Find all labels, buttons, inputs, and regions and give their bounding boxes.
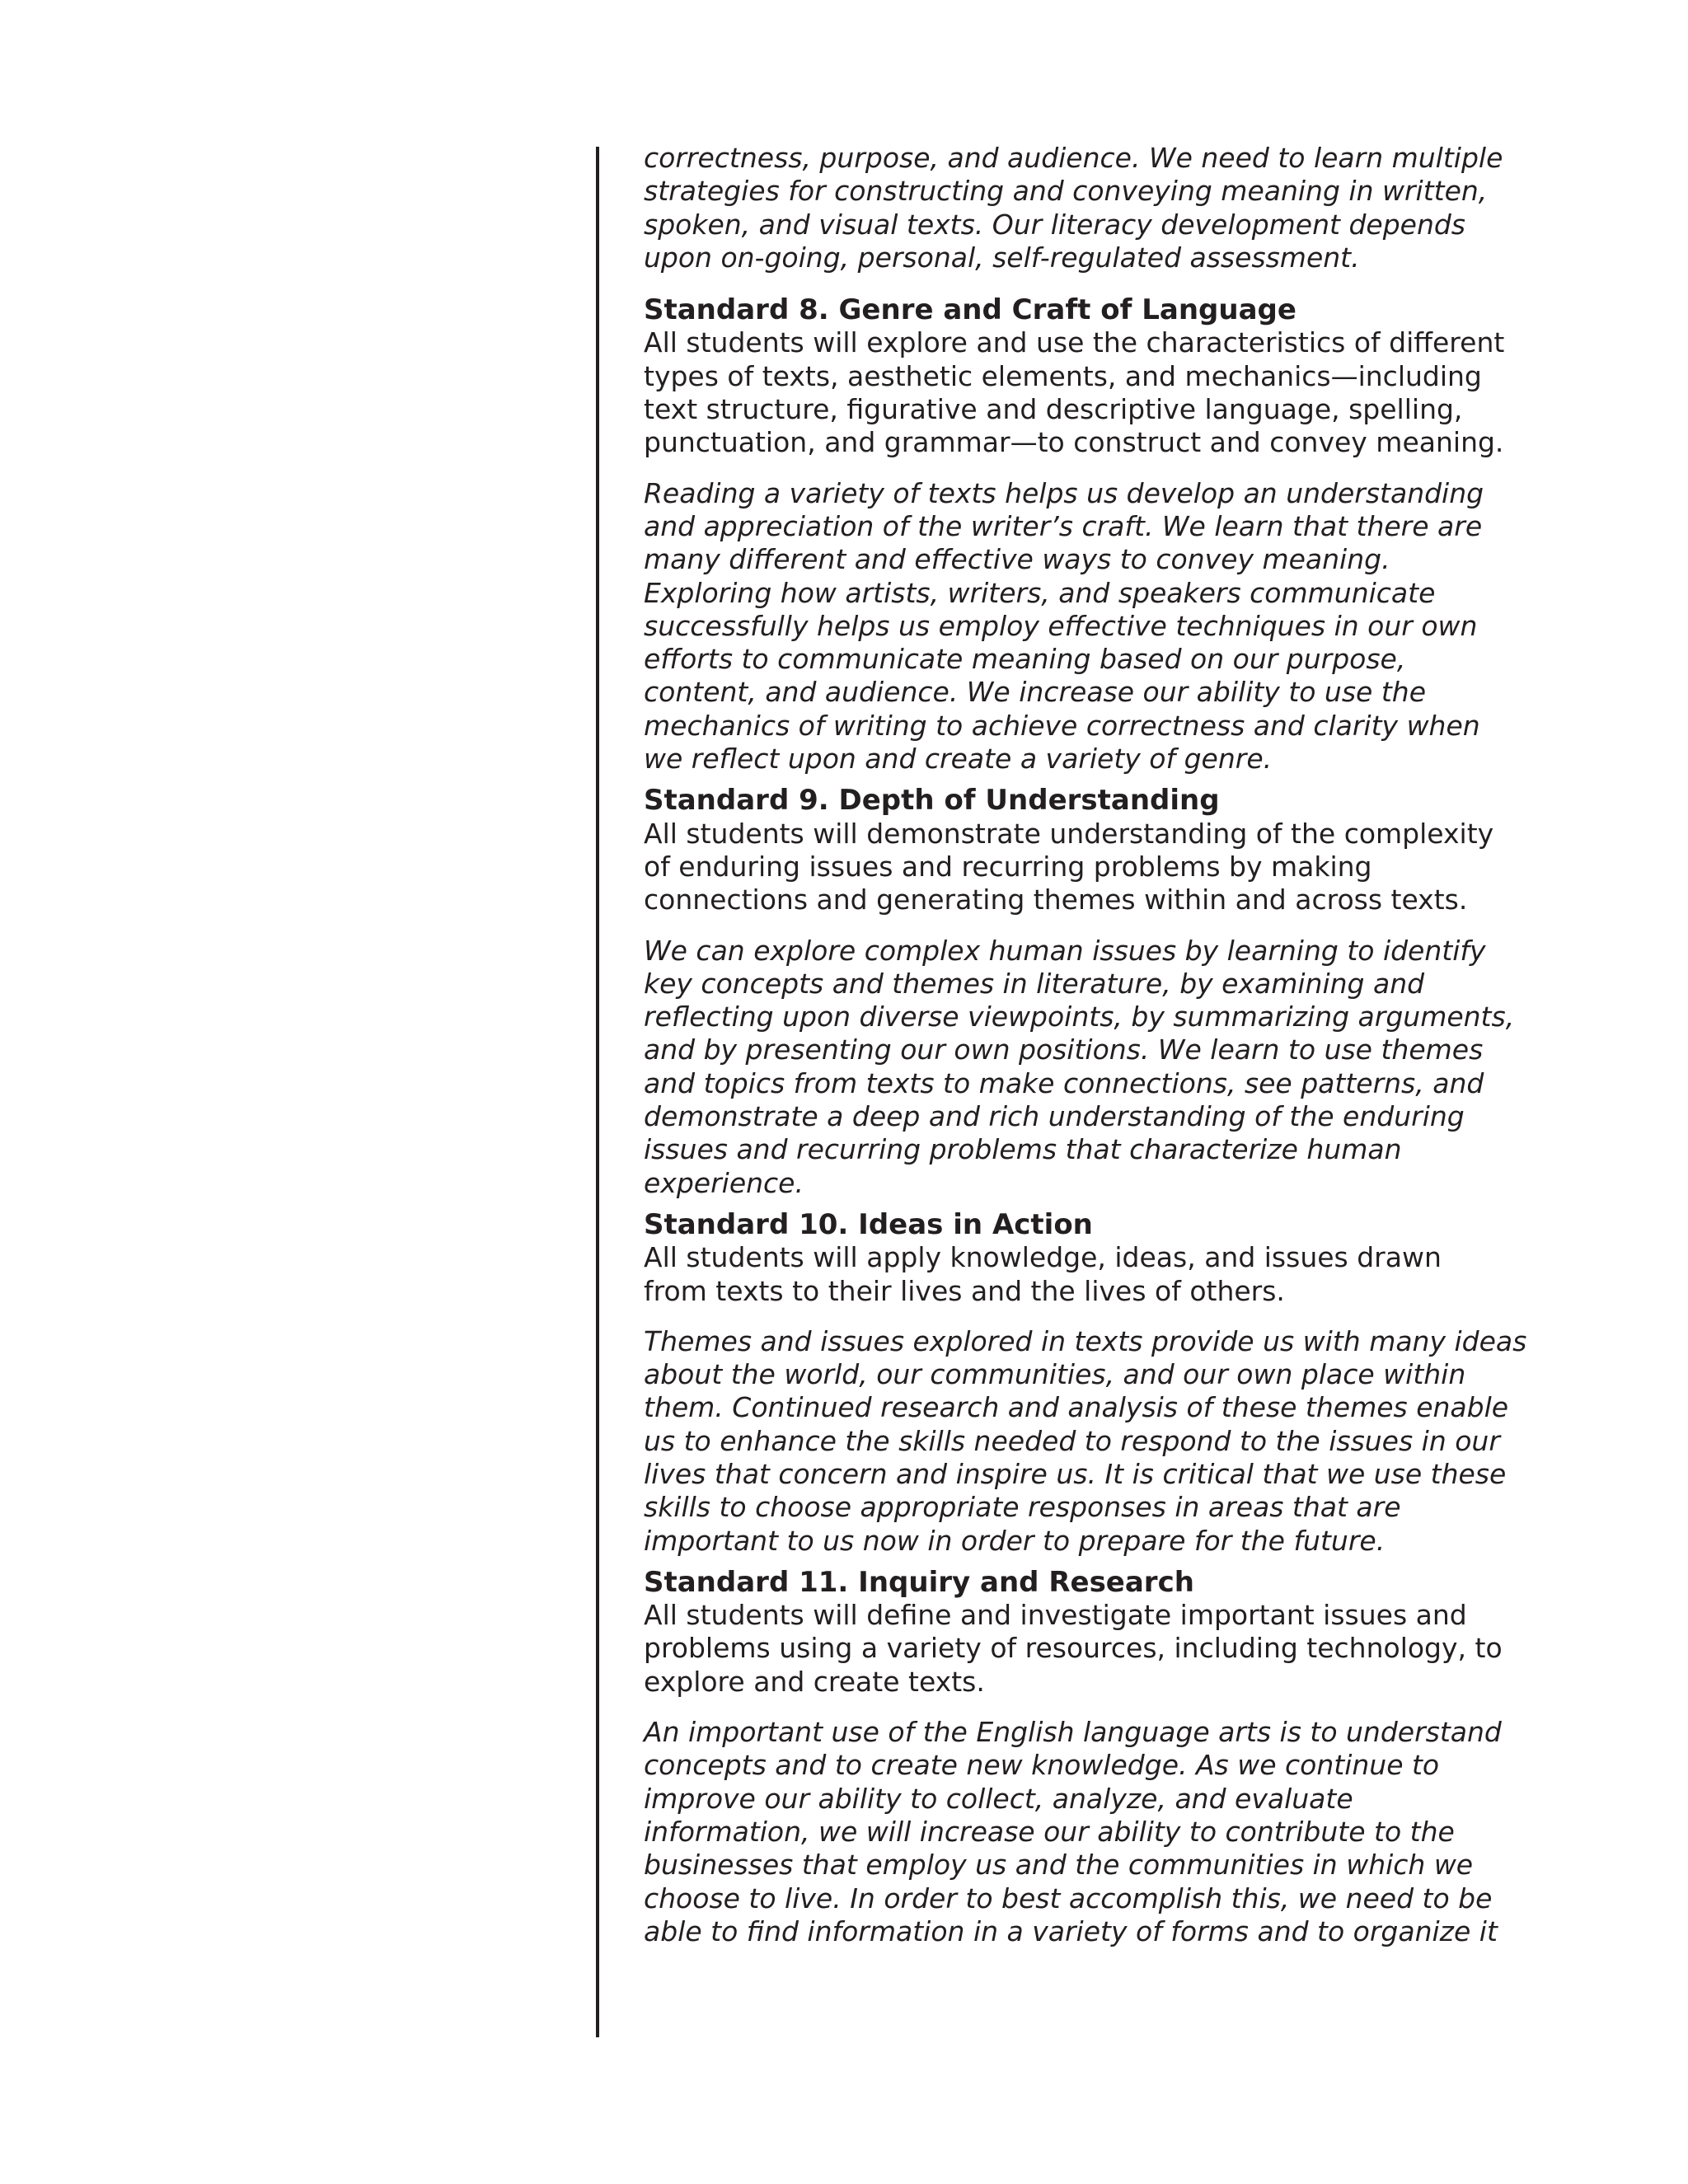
explanation-line: concepts and to create new knowledge. As we continue to <box>644 1749 1440 1782</box>
explanation-line: skills to choose appropriate responses in areas that are <box>644 1491 1401 1524</box>
explanation-line: businesses that employ us and the communities in which we <box>644 1849 1474 1882</box>
intro-paragraph <box>644 142 1550 274</box>
text-line: correctness, purpose, and audience. We need to learn multiple <box>644 142 1503 174</box>
standard-heading: Standard 11. Inquiry and Research <box>644 1565 1194 1599</box>
standard-heading: Standard 8. Genre and Craft of Language <box>644 293 1296 327</box>
text-line: upon on-going, personal, self-regulated assessment. <box>644 241 1360 274</box>
explanation-line: about the world, our communities, and our own place within <box>644 1358 1466 1391</box>
standard-heading: Standard 9. Depth of Understanding <box>644 784 1220 818</box>
explanation-line: we reflect upon and create a variety of genre. <box>644 743 1273 776</box>
statement-line: connections and generating themes within and across texts. <box>644 883 1468 916</box>
statement-line: text structure, figurative and descriptive language, spelling, <box>644 393 1463 426</box>
explanation-line: demonstrate a deep and rich understanding of the enduring <box>644 1100 1465 1133</box>
statement-line: problems using a variety of resources, including technology, to <box>644 1632 1503 1665</box>
explanation-line: information, we will increase our ability to contribute to the <box>644 1815 1455 1848</box>
explanation-line: and by presenting our own positions. We learn to use themes <box>644 1033 1484 1066</box>
standard-heading: Standard 10. Ideas in Action <box>644 1207 1093 1241</box>
statement-line: explore and create texts. <box>644 1665 985 1698</box>
explanation-line: reflecting upon diverse viewpoints, by summarizing arguments, <box>644 1001 1515 1033</box>
standard-8-section <box>644 293 1550 776</box>
explanation-line: many different and effective ways to convey meaning. <box>644 543 1390 576</box>
statement-line: of enduring issues and recurring problems by making <box>644 850 1372 883</box>
explanation-line: content, and audience. We increase our ability to use the <box>644 676 1426 709</box>
explanation-line: An important use of the English language arts is to understand <box>644 1716 1502 1749</box>
explanation-line: efforts to communicate meaning based on our purpose, <box>644 643 1406 676</box>
explanation-line: We can explore complex human issues by learning to identify <box>644 934 1486 967</box>
statement-line: All students will explore and use the characteristics of different <box>644 326 1505 359</box>
statement-line: All students will apply knowledge, ideas, and issues drawn <box>644 1241 1442 1274</box>
explanation-line: us to enhance the skills needed to respond to the issues in our <box>644 1424 1500 1457</box>
explanation-line: able to find information in a variety of forms and to organize it <box>644 1915 1498 1947</box>
standard-10-section <box>644 1208 1550 1558</box>
standard-9-section <box>644 784 1550 1200</box>
text-line: spoken, and visual texts. Our literacy development depends <box>644 208 1465 241</box>
explanation-line: key concepts and themes in literature, by examining and <box>644 967 1425 1000</box>
explanation-line: Exploring how artists, writers, and speakers communicate <box>644 576 1436 609</box>
text-line: strategies for constructing and conveying meaning in written, <box>644 175 1488 208</box>
statement-line: from texts to their lives and the lives of others. <box>644 1274 1285 1307</box>
explanation-line: mechanics of writing to achieve correctness and clarity when <box>644 709 1480 742</box>
statement-line: types of texts, aesthetic elements, and mechanics—including <box>644 359 1482 392</box>
standard-11-section <box>644 1566 1550 1948</box>
explanation-line: lives that concern and inspire us. It is critical that we use these <box>644 1457 1507 1490</box>
explanation-line: and appreciation of the writer’s craft. We learn that there are <box>644 509 1483 542</box>
explanation-line: choose to live. In order to best accomplish this, we need to be <box>644 1882 1493 1915</box>
explanation-line: Themes and issues explored in texts provide us with many ideas <box>644 1324 1527 1357</box>
statement-line: punctuation, and grammar—to construct and convey meaning. <box>644 426 1504 459</box>
statement-line: All students will define and investigate important issues and <box>644 1599 1467 1632</box>
explanation-line: issues and recurring problems that characterize human <box>644 1133 1402 1166</box>
explanation-line: experience. <box>644 1166 804 1199</box>
explanation-line: improve our ability to collect, analyze, and evaluate <box>644 1782 1353 1815</box>
explanation-line: successfully helps us employ effective techniques in our own <box>644 609 1478 642</box>
statement-line: All students will demonstrate understanding of the complexity <box>644 817 1494 850</box>
explanation-line: Reading a variety of texts helps us develop an understanding <box>644 476 1484 509</box>
explanation-line: and topics from texts to make connections, see patterns, and <box>644 1066 1484 1099</box>
explanation-line: important to us now in order to prepare for the future. <box>644 1524 1386 1557</box>
explanation-line: them. Continued research and analysis of these themes enable <box>644 1391 1509 1424</box>
document-body <box>644 142 1550 1948</box>
margin-rule <box>596 147 599 2037</box>
